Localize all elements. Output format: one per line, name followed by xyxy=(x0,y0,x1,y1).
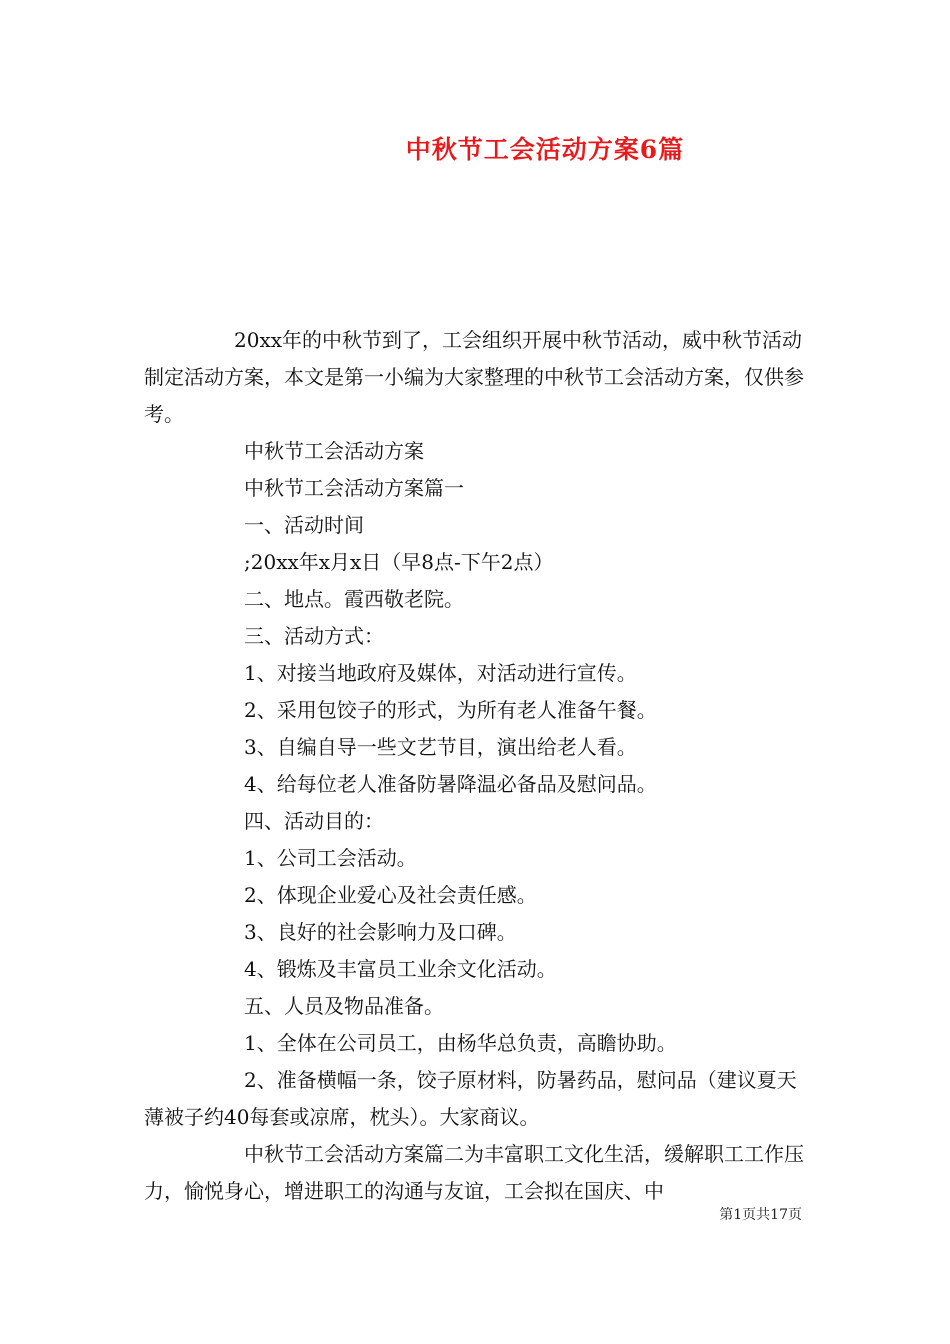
list-item: 2、体现企业爱心及社会责任感。 xyxy=(244,883,537,907)
paragraph-heading: 中秋节工会活动方案 xyxy=(244,439,424,463)
list-item: 4、给每位老人准备防暑降温必备品及慰问品。 xyxy=(244,772,657,796)
document-title: 中秋节工会活动方案6篇 xyxy=(405,135,685,164)
list-item: 1、对接当地政府及媒体，对活动进行宣传。 xyxy=(244,661,637,685)
list-item: 1、公司工会活动。 xyxy=(244,846,417,870)
paragraph-section-title: 中秋节工会活动方案篇一 xyxy=(244,476,464,500)
list-item: 二、地点。霞西敬老院。 xyxy=(244,587,464,611)
paragraph: 2、准备横幅一条，饺子原材料，防暑药品，慰问品（建议夏天薄被子约40每套或凉席，枕头）。大家商议。 xyxy=(144,1068,797,1129)
page-number: 第1页共17页 xyxy=(719,1207,802,1223)
paragraph: 中秋节工会活动方案篇二为丰富职工文化生活，缓解职工工作压力，愉悦身心，增进职工的沟通与友谊，工会拟在国庆、中 xyxy=(144,1142,804,1203)
list-item: ;20xx年x月x日（早8点-下午2点） xyxy=(244,550,554,574)
list-item: 三、活动方式： xyxy=(244,624,384,648)
document-body xyxy=(144,322,806,1210)
list-item: 3、自编自导一些文艺节目，演出给老人看。 xyxy=(244,735,637,759)
list-item: 1、全体在公司员工，由杨华总负责，高瞻协助。 xyxy=(244,1031,677,1055)
list-item: 一、活动时间 xyxy=(244,513,364,537)
list-item: 3、良好的社会影响力及口碑。 xyxy=(244,920,517,944)
list-item: 四、活动目的： xyxy=(244,809,384,833)
list-item: 4、锻炼及丰富员工业余文化活动。 xyxy=(244,957,557,981)
paragraph-intro: 20xx年的中秋节到了，工会组织开展中秋节活动，威中秋节活动制定活动方案，本文是第一小编为大家整理的中秋节工会活动方案，仅供参考。 xyxy=(144,328,804,426)
list-item: 五、人员及物品准备。 xyxy=(244,994,444,1018)
list-item: 2、采用包饺子的形式，为所有老人准备午餐。 xyxy=(244,698,657,722)
